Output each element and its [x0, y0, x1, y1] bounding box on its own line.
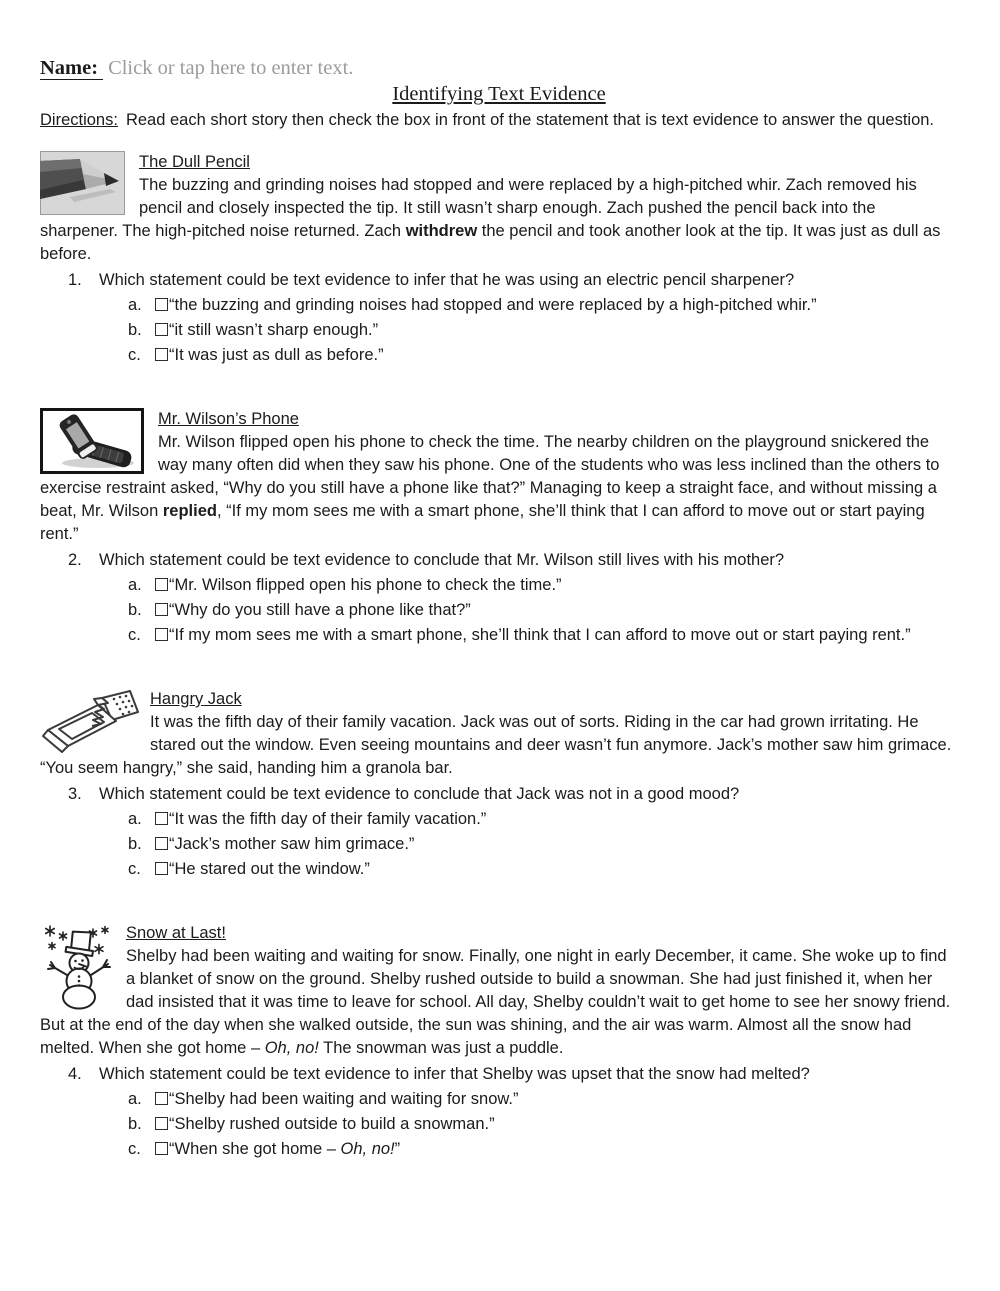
story-section-snow-at-last: [40, 922, 958, 1162]
question-block: [40, 782, 958, 882]
option-statement: “It was the fifth day of their family vacation.”: [169, 810, 487, 828]
story-text: It was the fifth day of their family vacation. Jack was out of sorts. Riding in the car had grown irritating. He stared out the window. Even seeing mountains and deer wasn’t fun anymore. Jack’s mother saw him grimace. “You seem hangry,” she said, handing him a granola bar.: [40, 713, 952, 777]
question-number: 2.: [68, 551, 82, 569]
option-letter: c.: [128, 1140, 141, 1158]
name-label: Name:: [40, 57, 103, 80]
question-number: 4.: [68, 1065, 82, 1083]
answer-checkbox[interactable]: [155, 1117, 168, 1130]
option-text: [155, 598, 471, 623]
option-statement: “the buzzing and grinding noises had stopped and were replaced by a high-pitched whir.”: [169, 296, 817, 314]
directions: [40, 109, 958, 131]
story-section-hangry-jack: [40, 688, 958, 882]
answer-option-3a: [40, 807, 958, 832]
option-statement: “It was just as dull as before.”: [169, 346, 384, 364]
granola-bar-image: [40, 688, 142, 756]
question-4: [40, 1062, 958, 1087]
option-letter: a.: [128, 576, 142, 594]
option-letter: b.: [128, 1115, 142, 1133]
option-statement: “When she got home – Oh, no!”: [169, 1140, 401, 1158]
option-statement: “He stared out the window.”: [169, 860, 370, 878]
option-text: [155, 1112, 495, 1137]
answer-option-1c: [40, 343, 958, 368]
story-text: The buzzing and grinding noises had stopped and were replaced by a high-pitched whir. Zach removed his pencil and closely inspected the tip. It still wasn’t sharp enough. Zach pushed the pencil back into the sharpener. The high-pitched noise returned. Zach withdrew the pencil and took another look at the tip. It was just as dull as before.: [40, 176, 941, 263]
question-block: [40, 548, 958, 648]
story-title: Hangry Jack: [150, 690, 242, 708]
page-title: [40, 82, 958, 107]
answer-option-4a: [40, 1087, 958, 1112]
option-text: [155, 573, 562, 598]
answer-checkbox[interactable]: [155, 862, 168, 875]
answer-checkbox[interactable]: [155, 603, 168, 616]
snowman-image: [40, 922, 120, 1010]
option-text: [155, 343, 384, 368]
answer-option-1b: [40, 318, 958, 343]
option-text: [155, 807, 486, 832]
option-statement: “Shelby had been waiting and waiting for snow.”: [169, 1090, 519, 1108]
pencil-image: [40, 151, 125, 215]
name-input-placeholder[interactable]: Click or tap here to enter text.: [108, 57, 354, 79]
directions-label: Directions:: [40, 111, 118, 129]
question-1: [40, 268, 958, 293]
option-letter: b.: [128, 601, 142, 619]
answer-option-2a: [40, 573, 958, 598]
answer-checkbox[interactable]: [155, 812, 168, 825]
answer-option-3b: [40, 832, 958, 857]
story-section-dull-pencil: [40, 151, 958, 368]
option-text: [155, 857, 370, 882]
option-letter: c.: [128, 346, 141, 364]
question-text: Which statement could be text evidence to conclude that Jack was not in a good mood?: [99, 785, 740, 803]
question-3: [40, 782, 958, 807]
option-text: [155, 623, 911, 648]
story-text: Shelby had been waiting and waiting for snow. Finally, one night in early December, it came. She woke up to find a blanket of snow on the ground. Shelby rushed outside to build a snowman. She had just finished it, when her dad insisted that it was time to leave for school. All day, Shelby couldn’t wait to get home to see her snowy friend. But at the end of the day when she walked outside, the sun was shining, and the air was warm. Almost all the snow had melted. When she got home – Oh, no! The snowman was just a puddle.: [40, 947, 951, 1057]
option-text: [155, 1087, 518, 1112]
question-text: Which statement could be text evidence to conclude that Mr. Wilson still lives with his mother?: [99, 551, 785, 569]
question-number: 3.: [68, 785, 82, 803]
page-title-text: Identifying Text Evidence: [392, 83, 606, 105]
story-text: Mr. Wilson flipped open his phone to check the time. The nearby children on the playground snickered the way many often did when they saw his phone. One of the students who was less inclined than the others to exercise restraint asked, “Why do you still have a phone like that?” Managing to keep a straight face, and without missing a beat, Mr. Wilson replied, “If my mom sees me with a smart phone, she’ll think that I can afford to move out or start paying rent.”: [40, 433, 940, 543]
option-text: [155, 832, 414, 857]
answer-checkbox[interactable]: [155, 1092, 168, 1105]
answer-checkbox[interactable]: [155, 837, 168, 850]
answer-checkbox[interactable]: [155, 323, 168, 336]
question-text: Which statement could be text evidence to infer that he was using an electric pencil sharpener?: [99, 271, 795, 289]
question-number: 1.: [68, 271, 82, 289]
option-letter: a.: [128, 810, 142, 828]
answer-checkbox[interactable]: [155, 298, 168, 311]
answer-checkbox[interactable]: [155, 578, 168, 591]
option-statement: “Mr. Wilson flipped open his phone to check the time.”: [169, 576, 562, 594]
flip-phone-image: [40, 408, 144, 474]
directions-text: Read each short story then check the box in front of the statement that is text evidence to answer the question.: [125, 111, 935, 129]
option-statement: “Why do you still have a phone like that?”: [169, 601, 471, 619]
option-text: [155, 293, 817, 318]
answer-checkbox[interactable]: [155, 1142, 168, 1155]
story-title: Snow at Last!: [126, 924, 226, 942]
option-letter: c.: [128, 626, 141, 644]
answer-option-3c: [40, 857, 958, 882]
option-text: [155, 318, 378, 343]
option-statement: “Jack’s mother saw him grimace.”: [169, 835, 415, 853]
answer-option-2c: [40, 623, 958, 648]
answer-option-2b: [40, 598, 958, 623]
answer-option-4c: [40, 1137, 958, 1162]
name-row: [40, 54, 958, 82]
question-block: [40, 268, 958, 368]
story-title: The Dull Pencil: [139, 153, 250, 171]
option-letter: b.: [128, 321, 142, 339]
question-2: [40, 548, 958, 573]
option-letter: b.: [128, 835, 142, 853]
question-block: [40, 1062, 958, 1162]
option-letter: c.: [128, 860, 141, 878]
option-letter: a.: [128, 296, 142, 314]
answer-option-1a: [40, 293, 958, 318]
story-title: Mr. Wilson’s Phone: [158, 410, 299, 428]
question-text: Which statement could be text evidence to infer that Shelby was upset that the snow had melted?: [99, 1065, 810, 1083]
answer-checkbox[interactable]: [155, 628, 168, 641]
option-statement: “If my mom sees me with a smart phone, she’ll think that I can afford to move out or start paying rent.”: [169, 626, 911, 644]
option-statement: “Shelby rushed outside to build a snowman.”: [169, 1115, 495, 1133]
story-section-wilsons-phone: [40, 408, 958, 648]
option-text: [155, 1137, 400, 1162]
option-letter: a.: [128, 1090, 142, 1108]
option-statement: “it still wasn’t sharp enough.”: [169, 321, 379, 339]
answer-option-4b: [40, 1112, 958, 1137]
answer-checkbox[interactable]: [155, 348, 168, 361]
